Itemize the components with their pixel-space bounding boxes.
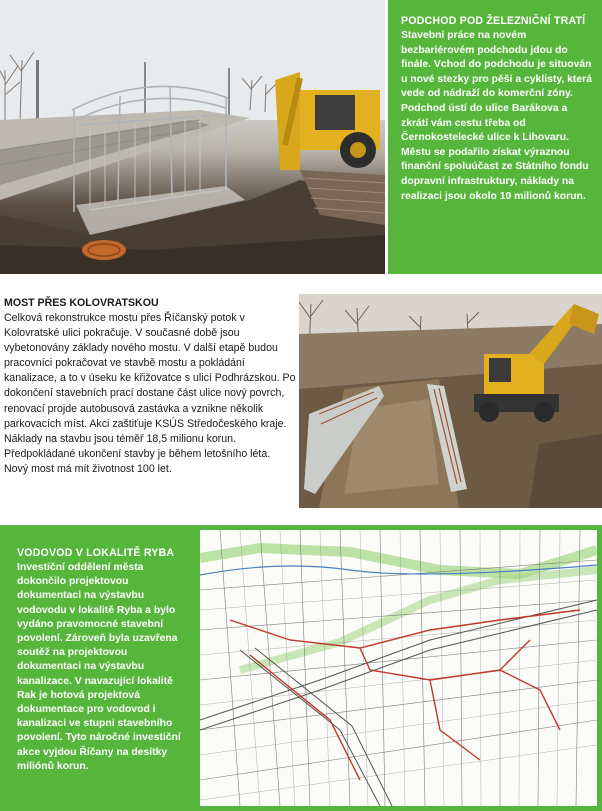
water-main-map — [200, 530, 597, 806]
underpass-body: Stavební práce na novém bezbariérovém podchodu jdou do finále. Vchod do podchodu je situován u nové stezky pro pěší a cyklisty, která vede od nádraží do komerční zóny. Podchod ústí do ulice Barákova a zkrátí vám cestu třeba od Černokostelecké ulice k Lihovaru. Městu se podařilo získat výraznou finanční spoluúčast ze Státního fondu dopravní infrastruktury, náklady na realizaci jsou okolo 10 milionů korun. — [401, 30, 592, 202]
underpass-construction-photo — [0, 0, 385, 274]
water-main-body: Investiční oddělení města dokončilo projektovou dokumentaci na výstavbu vodovodu v lokalitě Ryba a bylo vydáno pravomocné stavební povolení. Zároveň byla uzavřena soutěž na projektovou dokumentaci na výstavbu kanalizace. V navazující lokalitě Rak je hotová projektová dokumentace pro vodovod i kanalizaci ve stupni stavebního povolení. Tyto náročné investiční akce vyjdou Říčany na desítky miliónů korun. — [17, 562, 181, 772]
cadastral-map-illustration — [200, 530, 597, 806]
bridge-article — [4, 297, 296, 477]
bridge-body: Celková rekonstrukce mostu přes Říčanský potok v Kolovratské ulici pokračuje. V současné době jsou vybetonovány základy nového mostu. V další etapě budou pracovníci pokračovat ve stavbě mostu a pokládání kanalizace, a to v úseku ke křižovatce s ulicí Podhrázskou. Po dokončení stavebních prací dostane část ulice nový povrch, renovací projde autobusová zastávka a vznikne několik parkovacích míst. Akci zaštiťuje KSÚS Středočeského kraje. Náklady na stavbu jsou téměř 18,5 milionu korun. Předpokládané ukončení stavby je během letošního léta. Nový most má mít životnost 100 let. — [4, 312, 296, 475]
water-main-info-box — [0, 525, 200, 811]
bridge-construction-photo — [299, 294, 602, 508]
underpass-info-box — [388, 0, 602, 274]
bridge-title: MOST PŘES KOLOVRATSKOU — [4, 297, 159, 309]
bridge-photo-illustration — [299, 294, 602, 508]
underpass-title: PODCHOD POD ŽELEZNIČNÍ TRATÍ — [401, 15, 586, 27]
water-main-title: VODOVOD V LOKALITĚ RYBA — [17, 547, 175, 559]
underpass-photo-illustration — [0, 0, 385, 274]
